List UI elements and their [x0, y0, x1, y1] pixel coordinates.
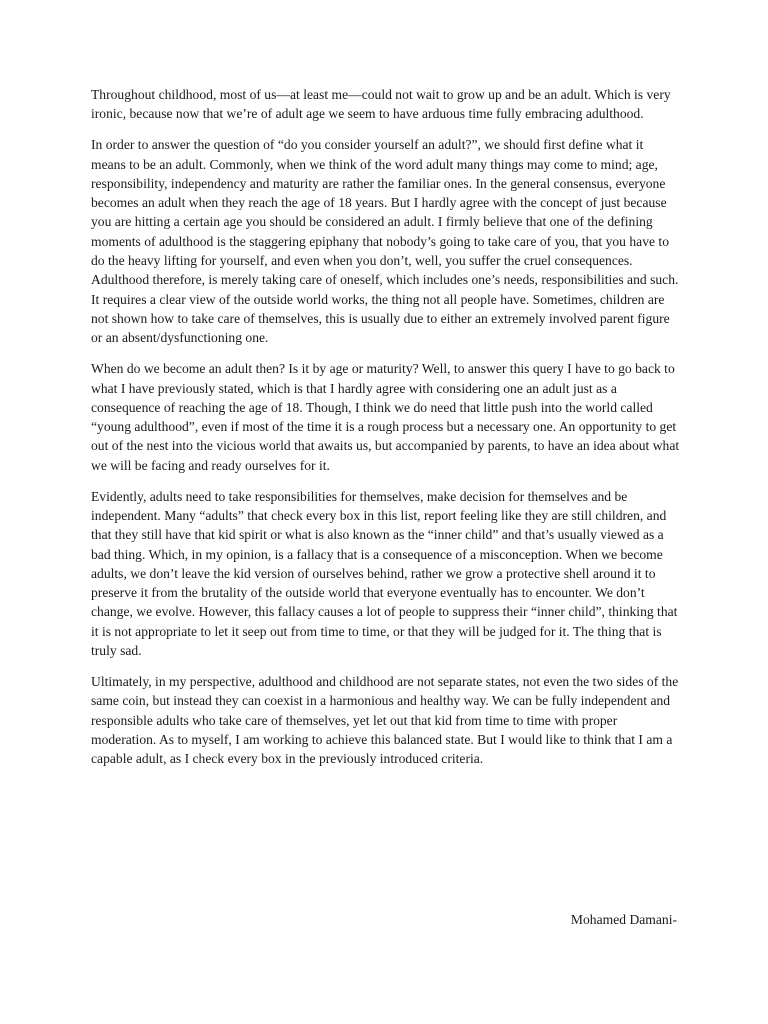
document-body [91, 85, 681, 780]
author-signature: Mohamed Damani- [570, 912, 677, 927]
paragraph-conclusion: Ultimately, in my perspective, adulthood and childhood are not separate states, not even the two sides of the same coin, but instead they can coexist in a harmonious and healthy way. We can be fully independent and responsible adults who take care of themselves, yet let out that kid from time to time with proper moderation. As to myself, I am working to achieve this balanced state. But I would like to think that I am a capable adult, as I check every box in the previously introduced criteria. [91, 674, 679, 767]
paragraph-when-adult: When do we become an adult then? Is it by age or maturity? Well, to answer this query I have to go back to what I have previously stated, which is that I hardly agree with considering one an adult just as a consequence of reaching the age of 18. Though, I think we do need that little push into the world called “young adulthood”, even if most of the time it is a rough process but a necessary one. An opportunity to get out of the nest into the vicious world that awaits us, but accompanied by parents, to have an idea about what we will be facing and ready ourselves for it. [91, 361, 680, 473]
paragraph-inner-child: Evidently, adults need to take responsibilities for themselves, make decision for themselves and be independent. Many “adults” that check every box in this list, report feeling like they are still children, and that they still have that kid spirit or what is also known as the “inner child” and that’s usually viewed as a bad thing. Which, in my opinion, is a fallacy that is a consequence of a misconception. When we become adults, we don’t leave the kid version of ourselves behind, rather we grow a protective shell around it to preserve it from the brutality of the outside world that everyone eventually has to encounter. We don’t change, we evolve. However, this fallacy causes a lot of people to suppress their “inner child”, thinking that it is not appropriate to let it seep out from time to time, or that they will be judged for it. The thing that is truly sad. [91, 488, 678, 659]
paragraph-definition: In order to answer the question of “do you consider yourself an adult?”, we should first define what it means to be an adult. Commonly, when we think of the word adult many things may come to mind; age, responsibility, independency and maturity are rather the familiar ones. In the general consensus, everyone becomes an adult when they reach the age of 18 years. But I hardly agree with the concept of just because you are hitting a certain age you should be considered an adult. I firmly believe that one of the defining moments of adulthood is the staggering epiphany that nobody’s going to take care of you, that you have to do the heavy lifting for yourself, and even when you don’t, well, you suffer the cruel consequences. Adulthood therefore, is merely taking care of oneself, which includes one’s needs, responsibilities and such. It requires a clear view of the outside world works, the thing not all people have. Sometimes, children are not shown how to take care of themselves, this is usually due to either an extremely involved parent figure or an absent/dysfunctioning one. [91, 137, 679, 346]
paragraph-intro: Throughout childhood, most of us—at least me—could not wait to grow up and be an adult. Which is very ironic, because now that we’re of adult age we seem to have arduous time fully embracing adulthood. [91, 87, 671, 122]
